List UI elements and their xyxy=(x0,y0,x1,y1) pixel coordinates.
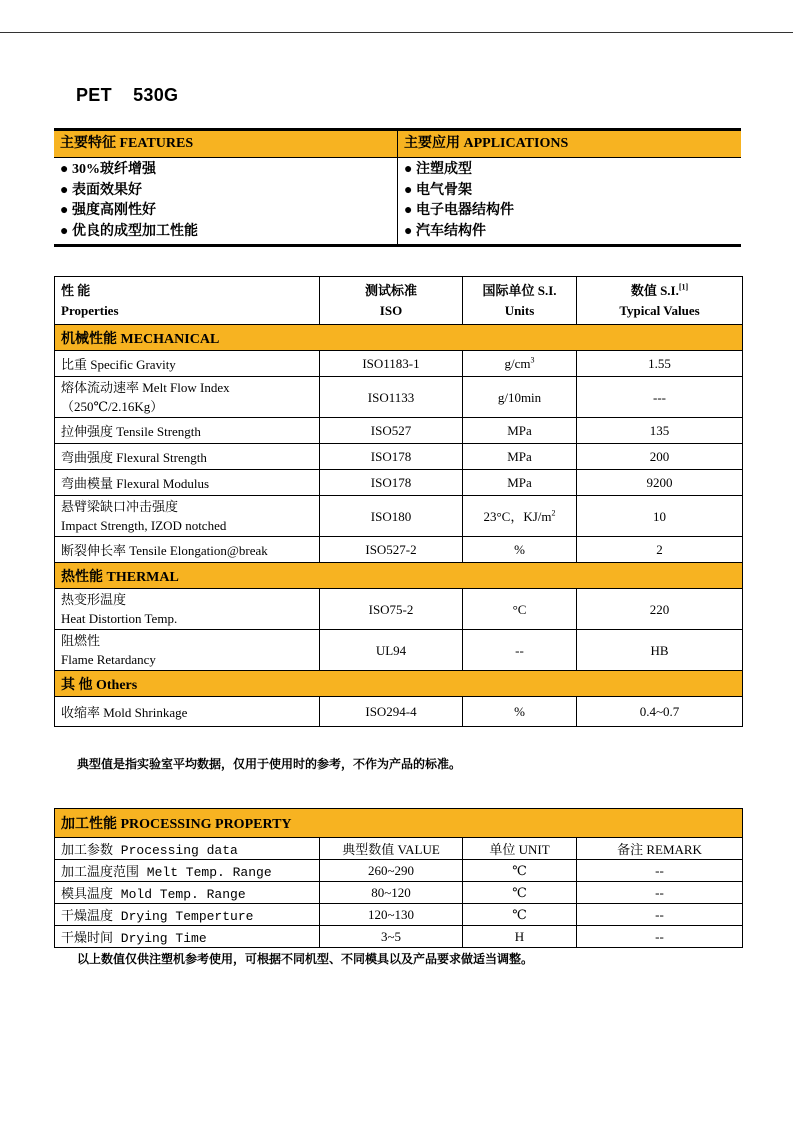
table-cell: MPa xyxy=(463,418,577,444)
table-row xyxy=(55,377,743,418)
table-cell xyxy=(55,496,320,537)
table-cell: ISO527 xyxy=(320,418,463,444)
text-label: Impact Strength, IZOD notched xyxy=(61,518,227,533)
feature-item xyxy=(60,160,397,181)
text-label: 悬臂梁缺口冲击强度 xyxy=(61,499,179,514)
section-others xyxy=(55,671,743,697)
table-cell: 0.4~0.7 xyxy=(577,697,743,727)
text-label: 测试标准 xyxy=(364,282,417,298)
text-label: 表面效果好 xyxy=(71,182,142,198)
bullet-icon: ● xyxy=(60,162,69,177)
table-cell: 热性能 THERMAL xyxy=(55,563,743,589)
table-cell: 1.55 xyxy=(577,351,743,377)
application-item xyxy=(404,160,741,181)
table-cell: 10 xyxy=(577,496,743,537)
table-cell: 120~130 xyxy=(320,904,463,926)
product-title: PET 530G xyxy=(76,85,179,105)
processing-column-row xyxy=(55,838,743,860)
properties-header-row xyxy=(55,277,743,325)
table-cell: ISO294-4 xyxy=(320,697,463,727)
table-cell: ℃ xyxy=(463,904,577,926)
table-cell: -- xyxy=(463,630,577,671)
table-cell: ISO178 xyxy=(320,470,463,496)
table-cell: 备注 REMARK xyxy=(577,838,743,860)
text-label: [1] xyxy=(678,282,689,292)
table-cell: 弯曲强度 Flexural Strength xyxy=(55,444,320,470)
table-cell: 200 xyxy=(577,444,743,470)
table-cell: MPa xyxy=(463,444,577,470)
table-row xyxy=(55,904,743,926)
table-cell: 2 xyxy=(577,537,743,563)
bullet-icon: ● xyxy=(60,223,69,239)
text-label: （250℃/2.16Kg） xyxy=(61,399,164,414)
processing-header xyxy=(55,809,743,838)
table-cell: ISO75-2 xyxy=(320,589,463,630)
table-cell: 3~5 xyxy=(320,926,463,948)
properties-table xyxy=(54,276,743,727)
table-cell: -- xyxy=(577,926,743,948)
text-label: 阻燃性 xyxy=(61,633,101,648)
page-top-rule xyxy=(0,32,793,33)
processing-table xyxy=(54,808,743,948)
section-thermal xyxy=(55,563,743,589)
table-row xyxy=(55,860,743,882)
feature-item xyxy=(60,222,397,243)
text-label: Properties xyxy=(61,302,119,318)
table-cell: 260~290 xyxy=(320,860,463,882)
features-body xyxy=(54,158,741,244)
text-label: 30%玻纤增强 xyxy=(71,162,156,177)
table-row xyxy=(55,630,743,671)
table-row xyxy=(55,882,743,904)
table-cell: UL94 xyxy=(320,630,463,671)
table-cell: 干燥时间 Drying Time xyxy=(55,926,320,948)
table-row xyxy=(55,444,743,470)
text-label: 国际单位 S.I. xyxy=(482,282,557,298)
table-cell: 加工参数 Processing data xyxy=(55,838,320,860)
table-cell: 135 xyxy=(577,418,743,444)
typical-value-note: 典型值是指实验室平均数据，仅用于使用时的参考，不作为产品的标准。 xyxy=(77,757,462,771)
bullet-icon: ● xyxy=(404,223,413,239)
text-label: 数值 S.I. xyxy=(630,282,679,298)
text-label: Flame Retardancy xyxy=(61,652,156,667)
text-label: 强度高刚性好 xyxy=(71,203,156,218)
table-row xyxy=(55,351,743,377)
bullet-icon: ● xyxy=(404,182,413,198)
table-cell xyxy=(463,351,577,377)
text-label: Units xyxy=(504,302,535,318)
processing-note: 以上数值仅供注塑机参考使用，可根据不同机型、不同模具以及产品要求做适当调整。 xyxy=(77,952,534,966)
table-cell: HB xyxy=(577,630,743,671)
table-cell xyxy=(55,377,320,418)
application-item xyxy=(404,222,741,243)
features-list xyxy=(54,158,398,244)
table-row xyxy=(55,589,743,630)
table-cell: 其 他 Others xyxy=(55,671,743,697)
text-label: 23°C，KJ/m xyxy=(483,508,552,524)
table-cell: H xyxy=(463,926,577,948)
bullet-icon: ● xyxy=(60,203,69,218)
header-units xyxy=(463,277,577,325)
table-cell: % xyxy=(463,697,577,727)
table-cell: 加工性能 PROCESSING PROPERTY xyxy=(55,809,743,838)
table-cell: -- xyxy=(577,882,743,904)
table-cell: °C xyxy=(463,589,577,630)
table-cell: 模具温度 Mold Temp. Range xyxy=(55,882,320,904)
table-cell xyxy=(55,630,320,671)
table-cell: 干燥温度 Drying Temperture xyxy=(55,904,320,926)
table-cell xyxy=(463,496,577,537)
text-label: 注塑成型 xyxy=(415,162,472,177)
table-row xyxy=(55,496,743,537)
header-iso xyxy=(320,277,463,325)
table-cell: ℃ xyxy=(463,882,577,904)
table-cell: ISO1183-1 xyxy=(320,351,463,377)
text-label: 汽车结构件 xyxy=(415,223,486,239)
table-cell: ℃ xyxy=(463,860,577,882)
table-row xyxy=(55,926,743,948)
text-label: 热变形温度 xyxy=(61,592,127,607)
table-row xyxy=(55,470,743,496)
text-label: 2 xyxy=(551,508,556,518)
text-label: 熔体流动速率 Melt Flow Index xyxy=(61,380,230,395)
bullet-icon: ● xyxy=(404,203,413,218)
application-item xyxy=(404,201,741,222)
text-label: g/cm xyxy=(504,355,531,371)
table-cell: 收缩率 Mold Shrinkage xyxy=(55,697,320,727)
bullet-icon: ● xyxy=(60,182,69,198)
features-header: 主要特征 FEATURES xyxy=(54,131,398,157)
table-cell: 220 xyxy=(577,589,743,630)
applications-header: 主要应用 APPLICATIONS xyxy=(404,136,569,151)
table-cell: g/10min xyxy=(463,377,577,418)
text-label: 电子电器结构件 xyxy=(415,203,514,218)
table-cell: % xyxy=(463,537,577,563)
table-cell: ISO180 xyxy=(320,496,463,537)
features-bottom-rule xyxy=(54,244,741,247)
table-cell: ISO527-2 xyxy=(320,537,463,563)
applications-list xyxy=(398,158,741,244)
text-label: ISO xyxy=(379,302,403,318)
feature-item xyxy=(60,201,397,222)
features-applications-block xyxy=(54,128,741,247)
table-cell: 弯曲模量 Flexural Modulus xyxy=(55,470,320,496)
table-cell: 9200 xyxy=(577,470,743,496)
text-label: 优良的成型加工性能 xyxy=(71,223,198,239)
table-cell: 80~120 xyxy=(320,882,463,904)
table-cell: 断裂伸长率 Tensile Elongation@break xyxy=(55,537,320,563)
table-row xyxy=(55,418,743,444)
header-properties xyxy=(55,277,320,325)
table-cell: -- xyxy=(577,904,743,926)
text-label: 电气骨架 xyxy=(415,182,472,198)
feature-item xyxy=(60,181,397,202)
table-cell: 单位 UNIT xyxy=(463,838,577,860)
header-values xyxy=(577,277,743,325)
text-label: Heat Distortion Temp. xyxy=(61,611,178,626)
table-cell: 加工温度范围 Melt Temp. Range xyxy=(55,860,320,882)
table-row xyxy=(55,537,743,563)
text-label: Typical Values xyxy=(619,302,700,318)
table-cell: MPa xyxy=(463,470,577,496)
bullet-icon: ● xyxy=(404,162,413,177)
table-cell: ISO178 xyxy=(320,444,463,470)
table-row xyxy=(55,697,743,727)
text-label: 性 能 xyxy=(61,282,91,298)
section-mechanical xyxy=(55,325,743,351)
table-cell: 典型数值 VALUE xyxy=(320,838,463,860)
application-item xyxy=(404,181,741,202)
table-cell: 机械性能 MECHANICAL xyxy=(55,325,743,351)
features-header-row xyxy=(54,131,741,158)
table-cell: -- xyxy=(577,860,743,882)
table-cell: ISO1133 xyxy=(320,377,463,418)
table-cell: 比重 Specific Gravity xyxy=(55,351,320,377)
table-cell: --- xyxy=(577,377,743,418)
table-cell xyxy=(55,589,320,630)
text-label: 3 xyxy=(530,355,535,365)
table-cell: 拉伸强度 Tensile Strength xyxy=(55,418,320,444)
